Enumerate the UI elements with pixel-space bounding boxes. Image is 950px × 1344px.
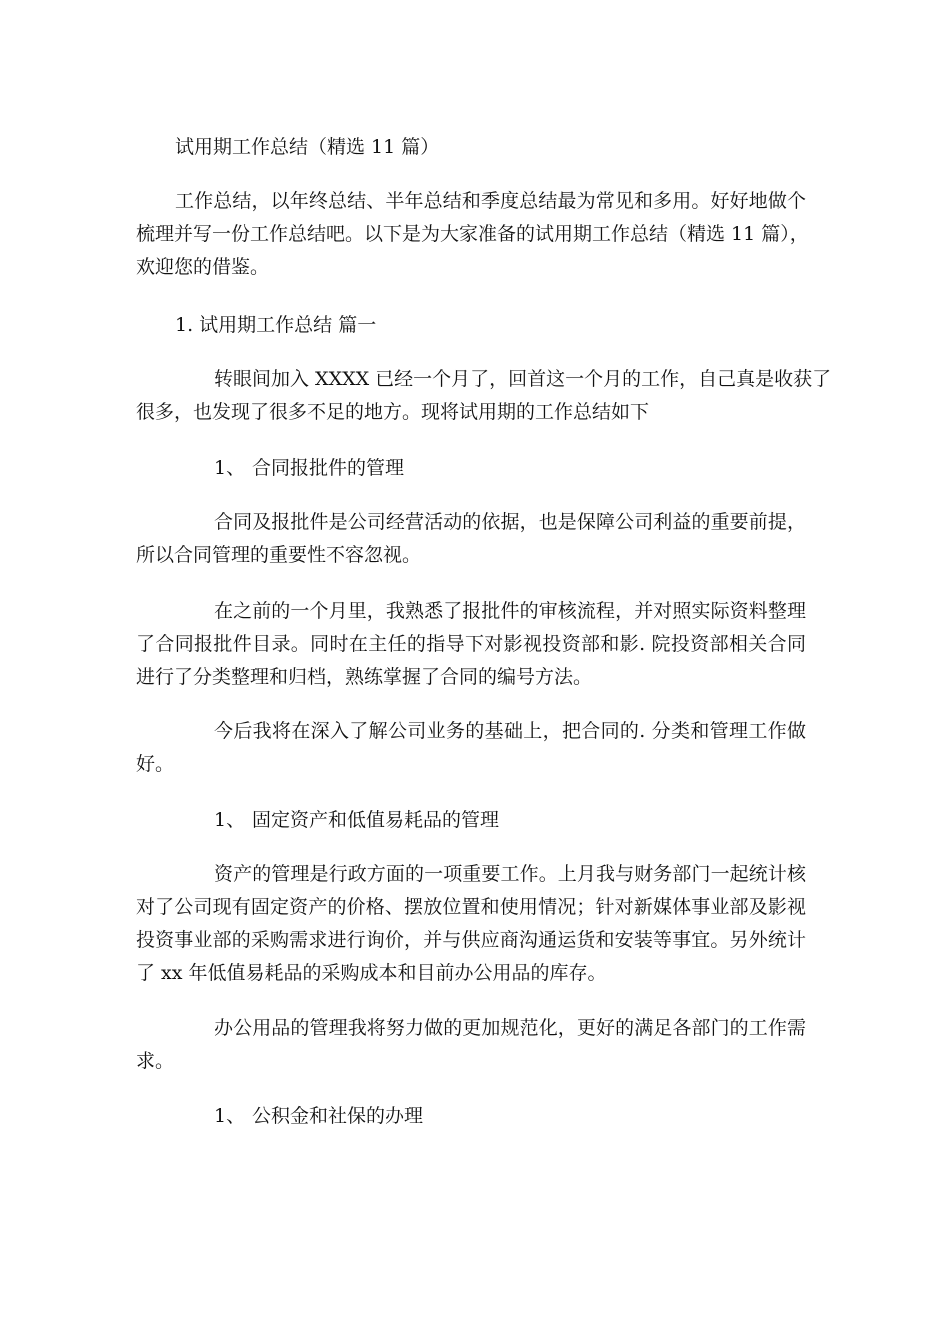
paragraph-line: 合同及报批件是公司经营活动的依据，也是保障公司利益的重要前提， bbox=[214, 511, 806, 533]
paragraph-2 bbox=[136, 513, 806, 579]
intro-paragraph bbox=[136, 190, 809, 291]
paragraph-6 bbox=[136, 1019, 806, 1085]
list-item-label: 合同报批件的管理 bbox=[252, 457, 405, 479]
paragraph-3 bbox=[136, 602, 806, 701]
list-item-number: 1、 bbox=[214, 809, 246, 831]
paragraph-line: 了合同报批件目录。同时在主任的指导下对影视投资部和影. 院投资部相关合同 bbox=[136, 633, 806, 655]
list-item-number: 1、 bbox=[214, 1105, 246, 1127]
list-item-label: 公积金和社保的办理 bbox=[252, 1105, 424, 1127]
paragraph-line: 转眼间加入 XXXX 已经一个月了，回首这一个月的工作，自己真是收获了 bbox=[214, 368, 832, 390]
list-item-assets bbox=[214, 811, 499, 830]
paragraph-4 bbox=[136, 722, 806, 788]
paragraph-5 bbox=[136, 865, 806, 997]
paragraph-line: 求。 bbox=[136, 1050, 175, 1072]
paragraph-line: 很多，也发现了很多不足的地方。现将试用期的工作总结如下 bbox=[136, 401, 650, 423]
paragraph-line: 在之前的一个月里，我熟悉了报批件的审核流程，并对照实际资料整理 bbox=[214, 600, 806, 622]
intro-line: 欢迎您的借鉴。 bbox=[136, 256, 270, 278]
list-item-contracts bbox=[214, 459, 404, 478]
paragraph-line: 好。 bbox=[136, 753, 175, 775]
list-item-label: 固定资产和低值易耗品的管理 bbox=[252, 809, 500, 831]
paragraph-1 bbox=[136, 368, 832, 436]
intro-line: 梳理并写一份工作总结吧。以下是为大家准备的试用期工作总结（精选 11 篇）， bbox=[136, 223, 809, 245]
paragraph-line: 进行了分类整理和归档，熟练掌握了合同的编号方法。 bbox=[136, 666, 593, 688]
paragraph-line: 今后我将在深入了解公司业务的基础上，把合同的. 分类和管理工作做 bbox=[214, 720, 806, 742]
paragraph-line: 对了公司现有固定资产的价格、摆放位置和使用情况；针对新媒体事业部及影视 bbox=[136, 896, 806, 918]
paragraph-line: 所以合同管理的重要性不容忽视。 bbox=[136, 544, 422, 566]
intro-line: 工作总结，以年终总结、半年总结和季度总结最为常见和多用。好好地做个 bbox=[175, 190, 806, 212]
document-title: 试用期工作总结（精选 11 篇） bbox=[175, 136, 440, 158]
paragraph-line: 办公用品的管理我将努力做的更加规范化，更好的满足各部门的工作需 bbox=[214, 1017, 806, 1039]
list-item-housing-fund bbox=[214, 1107, 423, 1126]
paragraph-line: 投资事业部的采购需求进行询价，并与供应商沟通运货和安装等事宜。另外统计 bbox=[136, 929, 806, 951]
list-item-number: 1、 bbox=[214, 457, 246, 479]
paragraph-line: 了 xx 年低值易耗品的采购成本和目前办公用品的库存。 bbox=[136, 962, 607, 984]
paragraph-line: 资产的管理是行政方面的一项重要工作。上月我与财务部门一起统计核 bbox=[214, 863, 806, 885]
section-heading: 1. 试用期工作总结 篇一 bbox=[175, 314, 377, 336]
